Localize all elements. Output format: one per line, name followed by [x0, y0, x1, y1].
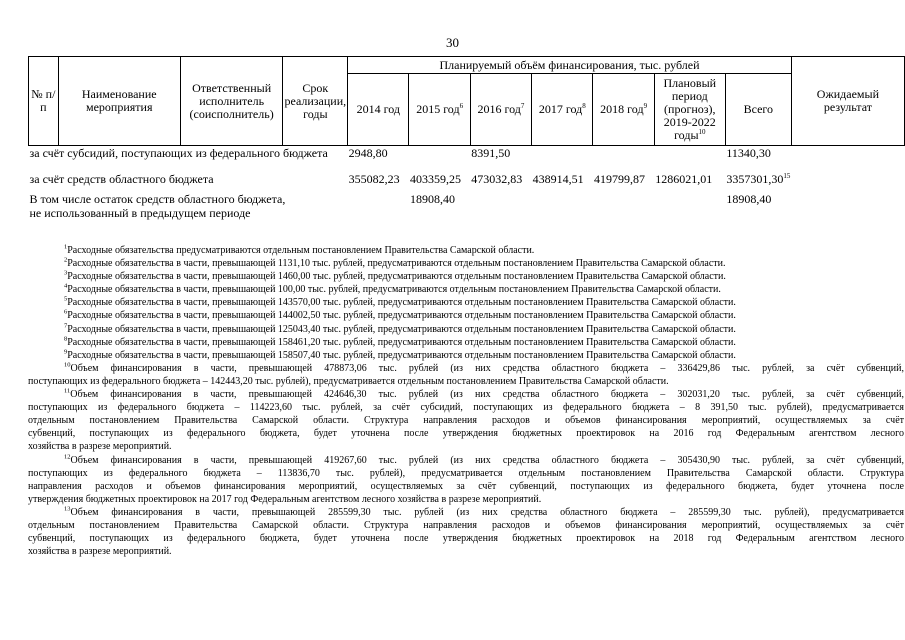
cell-total: 3357301,30$^{15}$	[726, 171, 791, 186]
cell-2014	[348, 192, 409, 222]
footnote-line: $^1$Расходные обязательства предусматриваются отдельным постановлением Правительства Самарской области.	[64, 244, 535, 256]
cell-2018	[593, 146, 654, 172]
header-2018: 2018 год$^9$	[593, 74, 654, 146]
footnote-line: $^9$Расходные обязательства в части, превышающей 158507,40 тыс. рублей, предусматриваются отдельным постановлением Правительства Самарской области.	[64, 348, 736, 361]
footnote-number: 8	[64, 335, 68, 343]
cell-2017	[532, 146, 593, 172]
header-number: № п/п	[29, 57, 59, 146]
cell-2015: 18908,40	[409, 191, 455, 206]
header-term: Срок реализации, годы	[283, 57, 348, 146]
cell-2015: 403359,25	[409, 171, 461, 186]
header-result: Ожидаемый результат	[791, 57, 904, 146]
cell-2016: 473032,83	[471, 171, 523, 186]
cell-2016: 8391,50	[471, 146, 511, 160]
cell-plan	[654, 192, 725, 222]
financing-table	[28, 56, 905, 222]
footnote-number: 1	[64, 244, 68, 251]
footnote-number: 10	[64, 361, 71, 369]
footnote-line: $^6$Расходные обязательства в части, превышающей 144002,50 тыс. рублей, предусматриваются отдельным постановлением Правительства Самарской области.	[64, 309, 736, 322]
cell-result	[791, 192, 904, 222]
header-total: Всего	[725, 74, 791, 146]
header-financing-group: Планируемый объём финансирования, тыс. рублей	[348, 57, 792, 74]
cell-2017	[532, 192, 593, 222]
cell-2014: 2948,80	[348, 146, 388, 160]
footnote-number: 7	[64, 322, 68, 330]
header-2016: 2016 год$^7$	[470, 74, 531, 146]
cell-2015	[409, 146, 470, 172]
footnote-line: хозяйства в разрезе мероприятий.	[28, 441, 172, 453]
footnotes	[28, 244, 904, 558]
page-number: 30	[446, 35, 459, 50]
footnote-number: 2	[64, 257, 68, 264]
cell-2014: 355082,23	[348, 171, 400, 186]
table-row	[29, 192, 905, 222]
footnote-number: 13	[64, 505, 71, 513]
footnote-line: направления расходов и объемов финансирования мероприятий, осуществляемых за счёт субвенций, поступающих из федерального бюджета, будет уточнена после	[28, 480, 904, 492]
footnote-line: $^7$Расходные обязательства в части, превышающей 125043,40 тыс. рублей, предусматриваются отдельным постановлением Правительства Самарской области.	[64, 322, 736, 335]
row-label: за счёт субсидий, поступающих из федерального бюджета	[29, 146, 328, 160]
header-responsible: Ответственный исполнитель (соисполнитель)	[180, 57, 283, 146]
table-row	[29, 146, 905, 172]
footnote-number: 4	[64, 283, 68, 290]
footnote-line: поступающих из федерального бюджета – 114223,60 тыс. рублей, за счёт субсидий, поступающих из федерального бюджета – 8 391,50 тыс. рублей), предусматривается	[28, 402, 904, 414]
table-row	[29, 172, 905, 192]
footnote-line: поступающих из федерального бюджета – 142443,20 тыс. рублей), предусматривается отдельным постановлением Правительства Самарской области.	[28, 375, 669, 387]
footnote-line: $^{12}$Объем финансирования в части, превышающей 419267,60 тыс. рублей (из них средства областного бюджета – 305430,90 тыс. рублей, за счёт субвенций,	[64, 453, 904, 466]
footnote-line: хозяйства в разрезе мероприятий.	[28, 546, 172, 558]
footnote-line: отдельным постановлением Правительства Самарской области. Структура направления расходов и объемов финансирования мероприятий, осуществляемых за счёт	[28, 415, 904, 427]
cell-plan	[654, 146, 725, 172]
footnote-number: 11	[64, 388, 71, 395]
footnote-number: 6	[64, 309, 68, 317]
footnote-line: $^4$Расходные обязательства в части, превышающей 100,00 тыс. рублей, предусматриваются отдельным постановлением Правительства Самарской области.	[64, 283, 721, 296]
footnote-number: 5	[64, 296, 68, 304]
footnote-number: 9	[64, 348, 68, 356]
cell-result	[791, 172, 904, 192]
footnote-line: субвенций, поступающих из федерального бюджета, будет уточнена после утверждения бюджетных проектировок на 2018 год Федеральным агентством лесного	[28, 533, 904, 545]
cell-2016	[470, 192, 531, 222]
footnote-line: $^{13}$Объем финансирования в части, превышающей 285599,30 тыс. рублей (из них средства областного бюджета – 285599,30 тыс. рублей), предусматривается	[64, 505, 904, 518]
header-2017: 2017 год$^8$	[532, 74, 593, 146]
footnote-line: поступающих из федерального бюджета – 113836,70 тыс. рублей), предусматривается отдельным постановлением Правительства Самарской области. Структура	[28, 467, 904, 479]
footnote-line: субвенций, поступающих из федерального бюджета, будет уточнена после утверждения бюджетных проектировок на 2016 год Федеральным агентством лесного	[28, 428, 904, 440]
footnote-line: $^3$Расходные обязательства в части, превышающей 1460,00 тыс. рублей, предусматриваются отдельным постановлением Правительства Самарской области.	[64, 270, 726, 283]
footnote-line: утверждения бюджетных проектировок на 2017 год Федеральным агентством лесного хозяйства в разрезе мероприятий.	[28, 493, 542, 505]
row-label: В том числе остаток средств областного бюджета, не использованный в предыдущем периоде	[29, 191, 286, 220]
footnote-line: $^8$Расходные обязательства в части, превышающей 158461,20 тыс. рублей, предусматриваются отдельным постановлением Правительства Самарской области.	[64, 335, 736, 348]
header-name: Наименование мероприятия	[58, 57, 180, 146]
row-label: за счёт средств областного бюджета	[29, 171, 214, 186]
header-2015: 2015 год$^6$	[409, 74, 470, 146]
cell-total: 18908,40	[726, 191, 772, 206]
footnote-line: отдельным постановлением Правительства Самарской области. Структура направления расходов и объемов финансирования мероприятий, осуществляемых за счёт	[28, 519, 904, 531]
footnote-line: $^{11}$Объем финансирования в части, превышающей 424646,30 тыс. рублей (из них средства областного бюджета – 302031,20 тыс. рублей, за счёт субвенций,	[64, 388, 904, 401]
footnote-number: 3	[64, 270, 68, 277]
footnote-line: $^2$Расходные обязательства в части, превышающей 1131,10 тыс. рублей, предусматриваются отдельным постановлением Правительства Самарской области.	[64, 257, 726, 270]
header-2014: 2014 год	[348, 74, 409, 146]
cell-2017: 438914,51	[532, 171, 584, 186]
cell-total: 11340,30	[726, 146, 771, 160]
cell-result	[791, 146, 904, 172]
cell-2018	[593, 192, 654, 222]
footnote-line: $^5$Расходные обязательства в части, превышающей 143570,00 тыс. рублей, предусматриваются отдельным постановлением Правительства Самарской области.	[64, 296, 736, 309]
footnote-number: 12	[64, 453, 71, 461]
header-plan-period: Плановый период (прогноз), 2019-2022 годы$^{10}$	[654, 74, 725, 146]
cell-plan: 1286021,01	[655, 171, 713, 186]
footnote-line: $^{10}$Объем финансирования в части, превышающей 478873,06 тыс. рублей (из них средства областного бюджета – 336429,86 тыс. рублей, за счёт субвенций,	[64, 361, 904, 374]
cell-2018: 419799,87	[593, 171, 645, 186]
